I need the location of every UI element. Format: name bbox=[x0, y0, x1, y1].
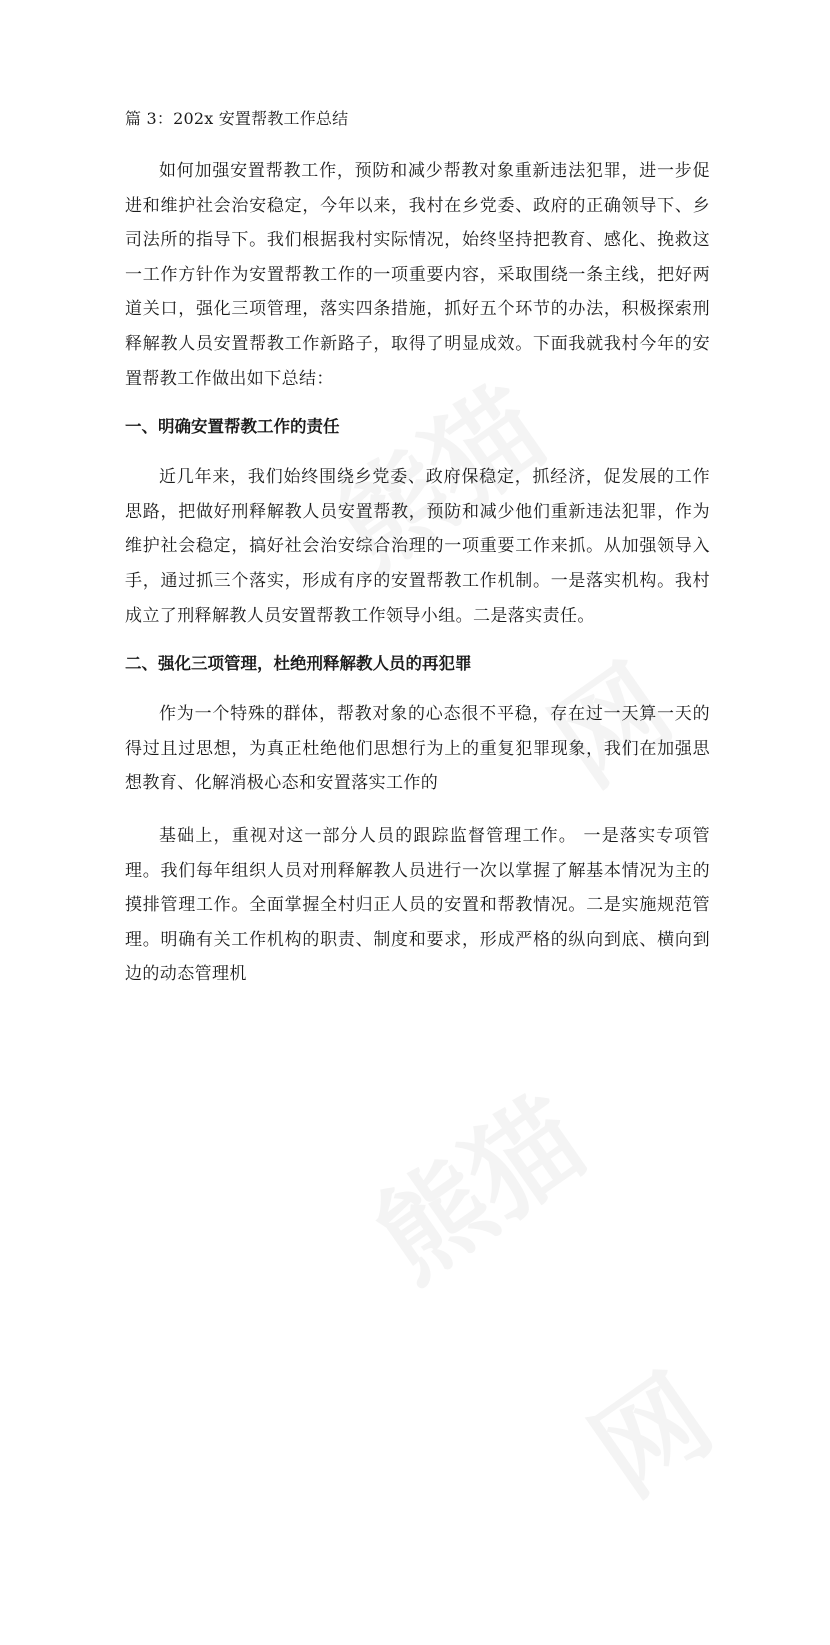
document-body bbox=[125, 106, 710, 1010]
section-heading-1: 一、明确安置帮教工作的责任 bbox=[125, 417, 340, 437]
section-heading-2: 二、强化三项管理，杜绝刑释解教人员的再犯罪 bbox=[125, 654, 472, 674]
paragraph-intro: 如何加强安置帮教工作，预防和减少帮教对象重新违法犯罪，进一步促进和维护社会治安稳定，今年以来，我村在乡党委、政府的正确领导下、乡司法所的指导下。我们根据我村实际情况，始终坚持把教育、感化、挽救这一工作方针作为安置帮教工作的一项重要内容，采取围绕一条主线，把好两道关口，强化三项管理，落实四条措施，抓好五个环节的办法，积极探索刑释解教人员安置帮教工作新路子，取得了明显成效。下面我就我村今年的安置帮教工作做出如下总结： bbox=[125, 161, 710, 389]
paragraph-section-2b: 基础上，重视对这一部分人员的跟踪监督管理工作。 一是落实专项管理。我们每年组织人员对刑释解教人员进行一次以掌握了解基本情况为主的摸排管理工作。全面掌握全村归正人员的安置和帮教情况。二是实施规范管理。明确有关工作机构的职责、制度和要求，形成严格的纵向到底、横向到边的动态管理机 bbox=[125, 825, 710, 985]
paragraph-section-2a: 作为一个特殊的群体，帮教对象的心态很不平稳，存在过一天算一天的得过且过思想，为真正杜绝他们思想行为上的重复犯罪现象，我们在加强思想教育、化解消极心态和安置落实工作的 bbox=[125, 704, 710, 794]
paragraph-section-1: 近几年来，我们始终围绕乡党委、政府保稳定，抓经济，促发展的工作思路，把做好刑释解教人员安置帮教，预防和减少他们重新违法犯罪，作为维护社会稳定，搞好社会治安综合治理的一项重要工作来抓。从加强领导入手，通过抓三个落实，形成有序的安置帮教工作机制。一是落实机构。我村成立了刑释解教人员安置帮教工作领导小组。二是落实责任。 bbox=[125, 467, 710, 626]
document-title: 篇 3：202x 安置帮教工作总结 bbox=[125, 109, 349, 128]
watermark-bottom bbox=[271, 981, 689, 1399]
